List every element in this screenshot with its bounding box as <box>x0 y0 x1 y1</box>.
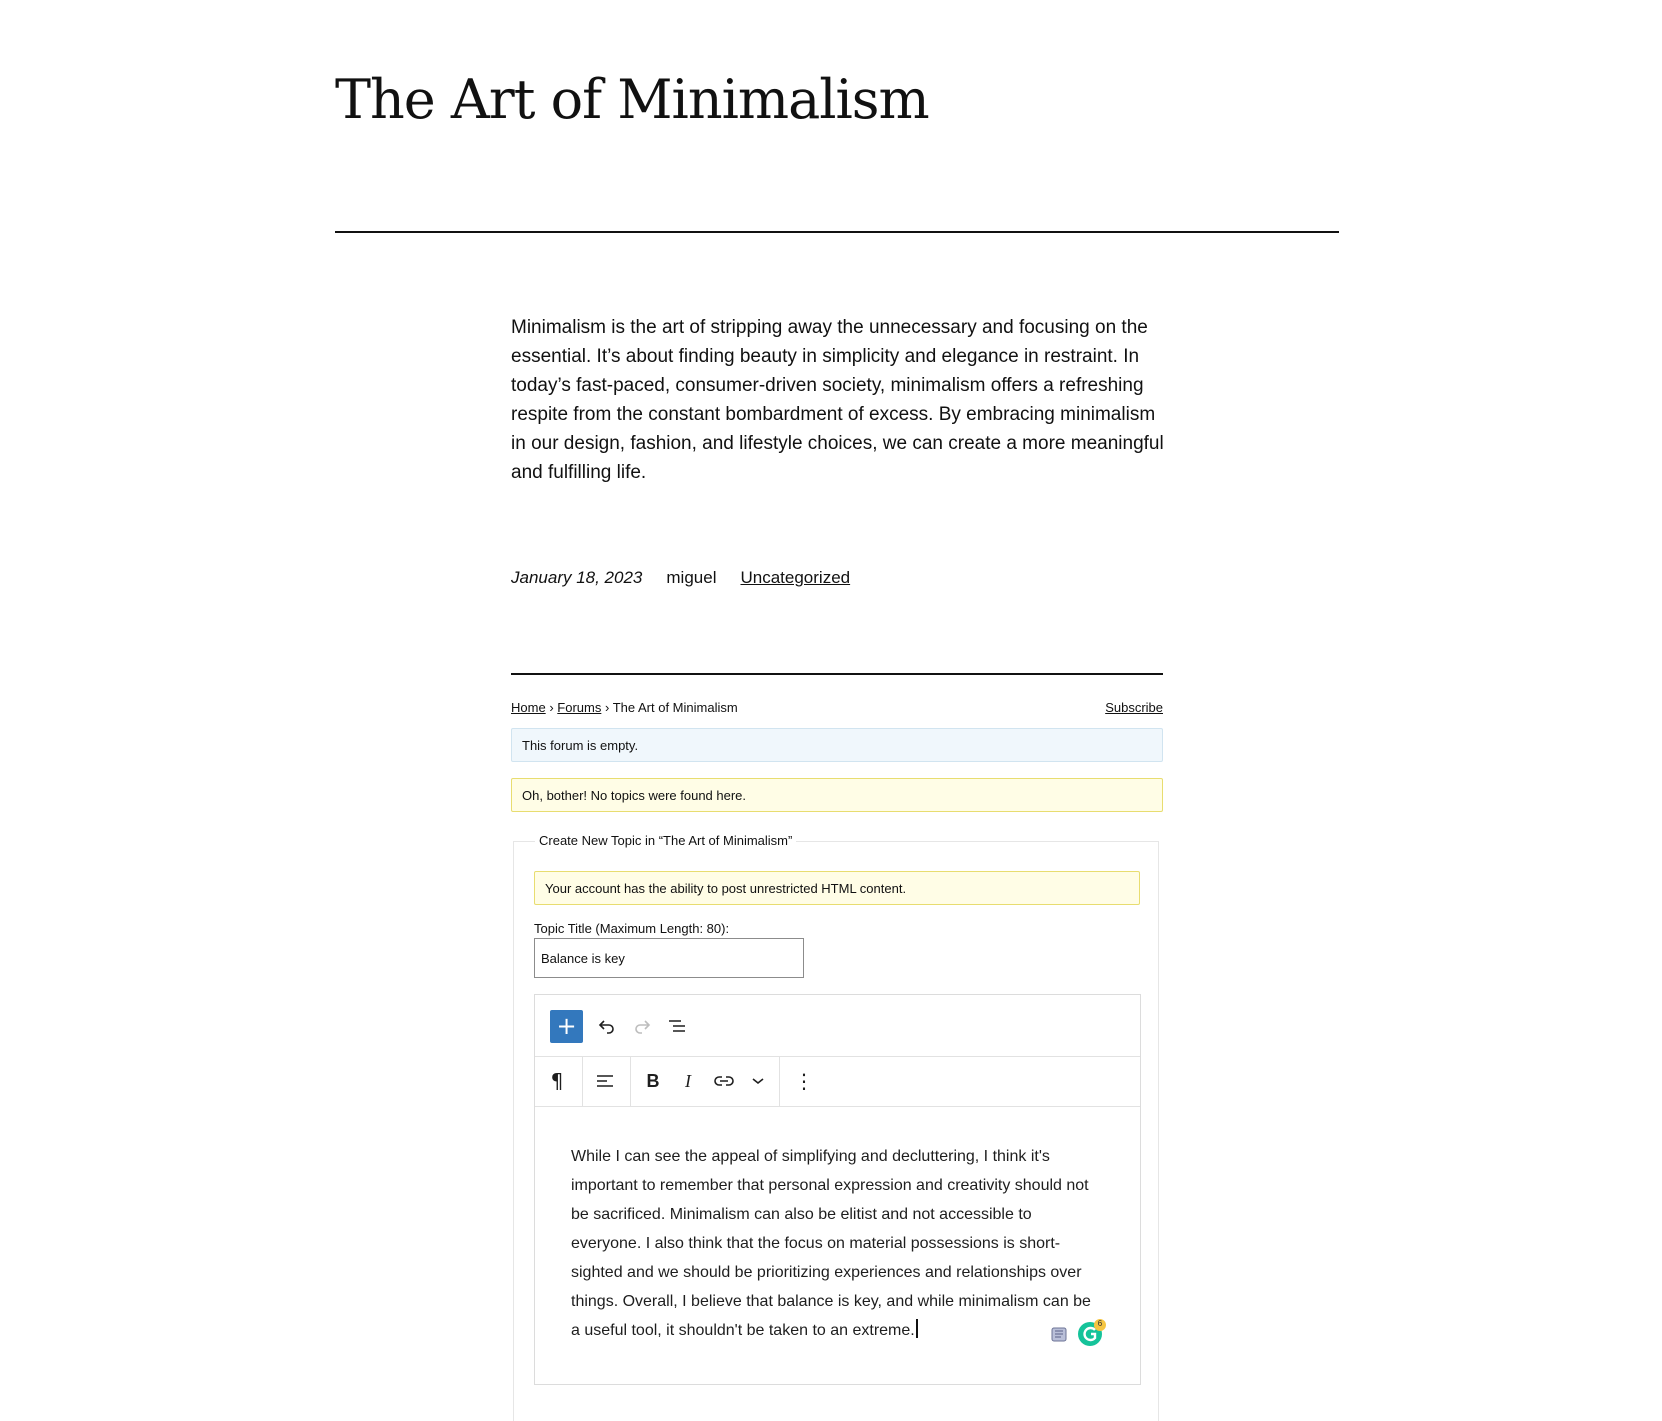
italic-icon[interactable]: I <box>673 1066 703 1096</box>
no-topics-text: Oh, bother! No topics were found here. <box>522 787 747 803</box>
breadcrumb-forums[interactable]: Forums <box>557 700 602 715</box>
post-content: Minimalism is the art of stripping away the unnecessary and focusing on the essential. It’s about finding beauty in simplicity and elegance in restraint. In today’s fast-paced, consumer-driven society, minimalism offers a refreshing respite from the constant bombardment of excess. By embracing minimalism in our design, fashion, and lifestyle choices, we can create a more meaningful and fulfilling life. <box>511 317 1164 483</box>
content-divider <box>511 673 1163 675</box>
link-icon[interactable] <box>709 1066 739 1096</box>
editor-content-area[interactable] <box>571 1142 1101 1345</box>
text-caret <box>916 1319 918 1338</box>
breadcrumb-current: The Art of Minimalism <box>612 700 738 715</box>
html-permission-notice <box>534 871 1140 905</box>
add-block-button[interactable]: + <box>550 1010 583 1043</box>
editor-paragraph-text: While I can see the appeal of simplifying and decluttering, I think it's important to remember that personal expression and creativity should not be sacrificed. Minimalism can also be elitist and not accessible to everyone. I also think that the focus on material possessions is short-sighted and we should be prioritizing experiences and relationships over things. Overall, I believe that balance is key, and while minimalism can be a useful tool, it shouldn't be taken to an extreme. <box>571 1148 1091 1339</box>
header-divider <box>335 231 1339 233</box>
align-icon[interactable] <box>590 1066 620 1096</box>
redo-icon <box>627 1011 657 1041</box>
list-view-icon[interactable] <box>662 1011 692 1041</box>
breadcrumb <box>511 700 738 715</box>
toolbar-separator <box>630 1056 631 1106</box>
topic-title-label: Topic Title (Maximum Length: 80): <box>534 921 730 936</box>
bold-icon[interactable]: B <box>638 1066 668 1096</box>
editor-top-toolbar <box>535 995 1140 1057</box>
html-permission-text: Your account has the ability to post unrestricted HTML content. <box>545 880 907 896</box>
block-editor <box>534 994 1141 1385</box>
toolbar-separator <box>779 1056 780 1106</box>
subscribe-link[interactable]: Subscribe <box>1105 700 1163 715</box>
breadcrumb-separator: › <box>604 700 610 715</box>
toolbar-separator <box>582 1056 583 1106</box>
post-category-link[interactable]: Uncategorized <box>740 568 851 587</box>
undo-icon[interactable] <box>592 1011 622 1041</box>
breadcrumb-home[interactable]: Home <box>511 700 546 715</box>
paragraph-icon[interactable]: ¶ <box>542 1066 572 1096</box>
grammarly-count: 6 <box>1097 1319 1103 1328</box>
more-options-icon[interactable]: ⋮ <box>789 1066 819 1096</box>
post-meta <box>511 568 850 588</box>
post-title: The Art of Minimalism <box>335 68 929 131</box>
post-author: miguel <box>666 568 717 587</box>
forum-empty-notice <box>511 728 1163 762</box>
chevron-down-icon[interactable] <box>743 1066 773 1096</box>
no-topics-notice <box>511 778 1163 812</box>
extension-icon[interactable] <box>1050 1325 1068 1343</box>
breadcrumb-separator: › <box>549 700 554 715</box>
block-toolbar <box>535 1056 1140 1107</box>
grammarly-icon[interactable] <box>1077 1318 1107 1348</box>
post-date: January 18, 2023 <box>511 568 643 587</box>
forum-empty-text: This forum is empty. <box>522 737 639 753</box>
topic-title-input[interactable] <box>534 938 804 978</box>
new-topic-legend: Create New Topic in “The Art of Minimalism” <box>535 833 796 848</box>
